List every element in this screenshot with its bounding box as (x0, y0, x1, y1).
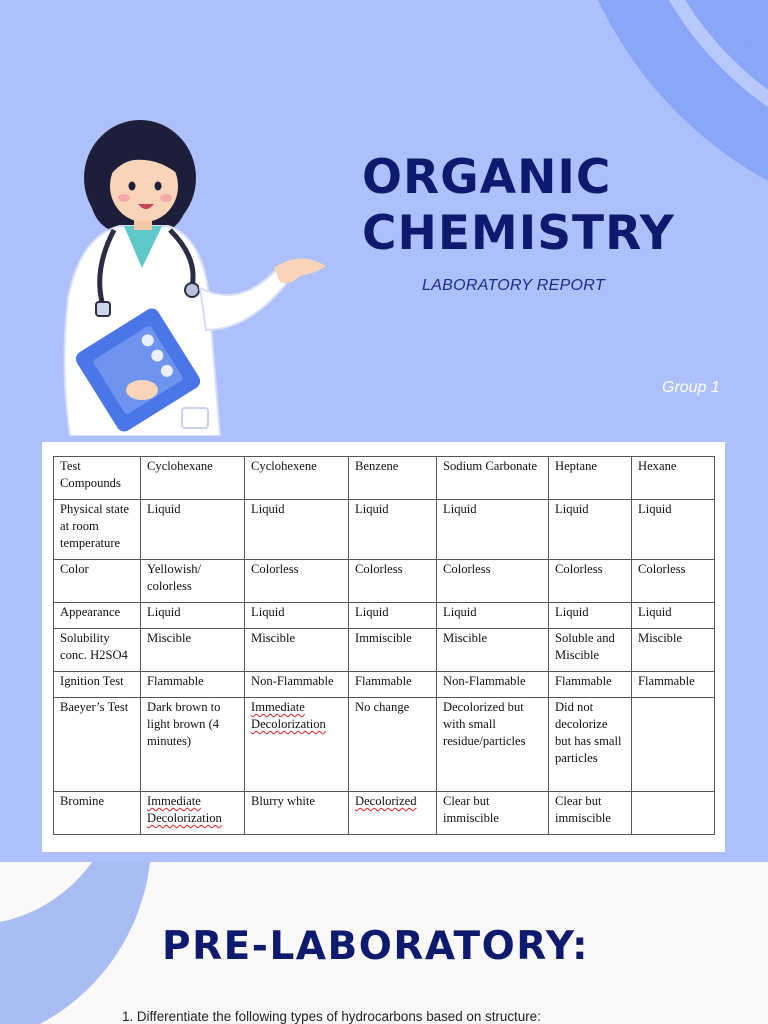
table-header-row (54, 457, 715, 500)
table-cell: Colorless (632, 560, 715, 603)
table-cell: Liquid (245, 603, 349, 629)
header-cell: Sodium Carbonate (437, 457, 549, 500)
table-cell: Yellowish/ colorless (141, 560, 245, 603)
results-table (53, 456, 715, 835)
table-row (54, 672, 715, 698)
table-cell: Liquid (141, 500, 245, 560)
table-row (54, 698, 715, 792)
table-cell: Solubility conc. H2SO4 (54, 629, 141, 672)
table-cell (632, 698, 715, 792)
table-cell: Miscible (245, 629, 349, 672)
table-row (54, 560, 715, 603)
title-line-2: CHEMISTRY (362, 206, 675, 261)
table-cell: Liquid (549, 500, 632, 560)
header-cell: Cyclohexene (245, 457, 349, 500)
header-cell: Test Compounds (54, 457, 141, 500)
table-cell: Ignition Test (54, 672, 141, 698)
table-cell: No change (349, 698, 437, 792)
table-cell: Decolorized (349, 792, 437, 835)
table-cell: Flammable (141, 672, 245, 698)
table-cell: Liquid (349, 500, 437, 560)
report-subtitle: LABORATORY REPORT (422, 277, 605, 294)
pre-lab-page (0, 862, 768, 1024)
table-cell: Bromine (54, 792, 141, 835)
table-cell: Colorless (349, 560, 437, 603)
table-cell: Immiscible (349, 629, 437, 672)
table-cell: Liquid (632, 500, 715, 560)
table-cell: Flammable (549, 672, 632, 698)
table-cell: Clear but immiscible (549, 792, 632, 835)
table-cell: Liquid (437, 500, 549, 560)
table-cell: Colorless (245, 560, 349, 603)
table-cell: Liquid (141, 603, 245, 629)
table-cell: Flammable (349, 672, 437, 698)
table-cell: Non-Flammable (245, 672, 349, 698)
table-cell: Colorless (549, 560, 632, 603)
group-label: Group 1 (662, 379, 720, 396)
table-cell: Liquid (245, 500, 349, 560)
doctor-illustration (50, 118, 340, 436)
table-row (54, 629, 715, 672)
table-cell: Physical state at room temperature (54, 500, 141, 560)
table-cell: Flammable (632, 672, 715, 698)
table-cell: Appearance (54, 603, 141, 629)
results-table-card (42, 442, 725, 852)
table-cell: Color (54, 560, 141, 603)
table-cell: Miscible (141, 629, 245, 672)
table-row (54, 603, 715, 629)
title-line-1: ORGANIC (362, 150, 612, 205)
table-row (54, 500, 715, 560)
table-cell: Colorless (437, 560, 549, 603)
table-cell: Dark brown to light brown (4 minutes) (141, 698, 245, 792)
table-cell: Liquid (549, 603, 632, 629)
table-cell: Soluble and Miscible (549, 629, 632, 672)
table-cell: Miscible (632, 629, 715, 672)
table-cell (632, 792, 715, 835)
header-cell: Benzene (349, 457, 437, 500)
table-cell: Immediate Decolorization (141, 792, 245, 835)
header-cell: Heptane (549, 457, 632, 500)
table-cell: Blurry white (245, 792, 349, 835)
table-cell: Liquid (632, 603, 715, 629)
table-cell: Non-Flammable (437, 672, 549, 698)
table-cell: Baeyer’s Test (54, 698, 141, 792)
table-cell: Immediate Decolorization (245, 698, 349, 792)
table-cell: Liquid (437, 603, 549, 629)
table-row (54, 792, 715, 835)
header-cell: Hexane (632, 457, 715, 500)
report-title (362, 150, 752, 262)
table-cell: Decolorized but with small residue/particles (437, 698, 549, 792)
table-cell: Liquid (349, 603, 437, 629)
table-cell: Clear but immiscible (437, 792, 549, 835)
question-1: 1. Differentiate the following types of hydrocarbons based on structure: (122, 1009, 541, 1024)
table-cell: Did not decolorize but has small particles (549, 698, 632, 792)
header-cell: Cyclohexane (141, 457, 245, 500)
pre-lab-heading: PRE-LABORATORY: (162, 924, 590, 969)
table-cell: Miscible (437, 629, 549, 672)
